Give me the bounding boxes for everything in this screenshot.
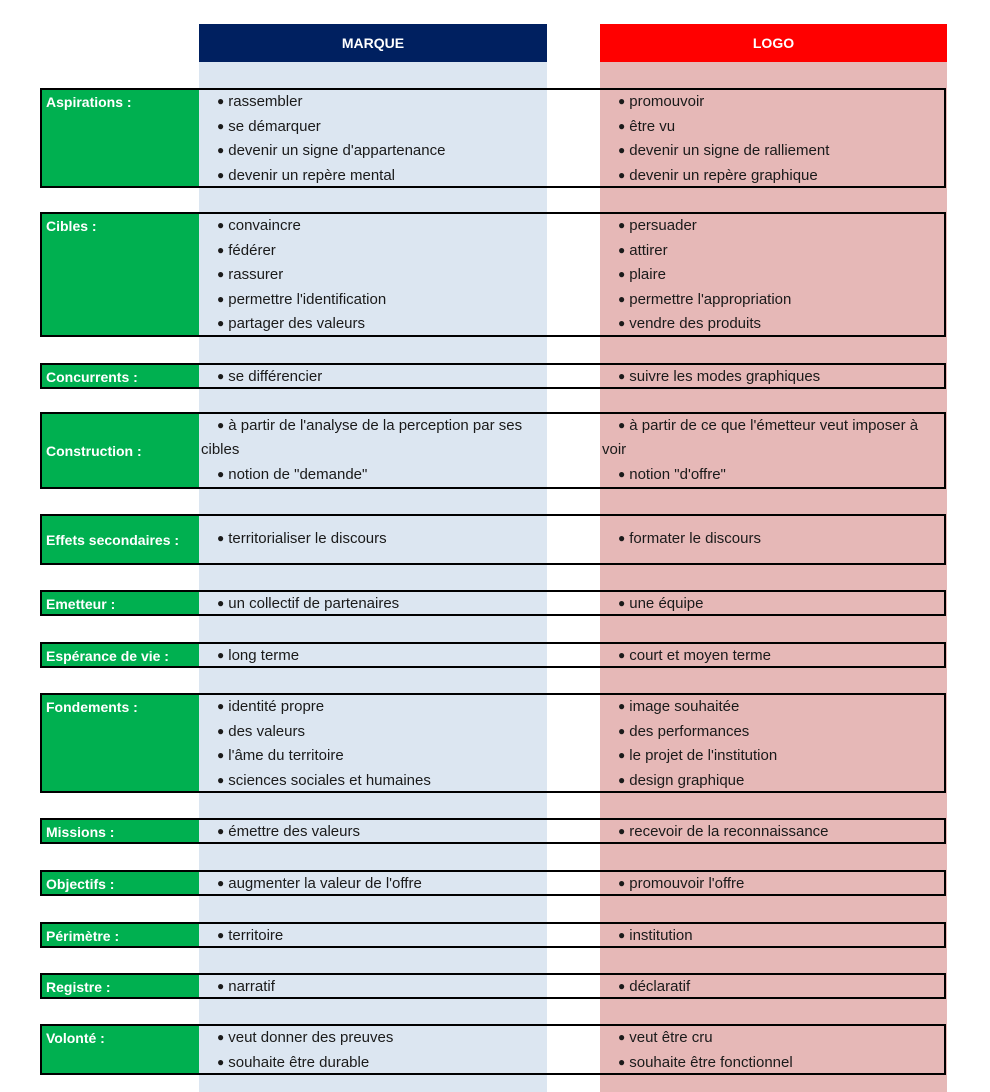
logo-cell (602, 642, 944, 668)
list-item (602, 1051, 944, 1076)
bullet-icon: ● (618, 118, 626, 133)
list-item (201, 695, 545, 720)
bullet-icon: ● (618, 167, 626, 182)
bullet-icon: ● (217, 218, 225, 232)
row-label: Périmètre : (40, 922, 199, 948)
list-item (201, 769, 545, 794)
item-text: l'âme du territoire (228, 747, 344, 764)
bullet-icon: ● (618, 218, 626, 232)
row-label: Concurrents : (40, 363, 199, 389)
item-text: une équipe (629, 595, 704, 612)
marque-cell (201, 363, 545, 389)
list-item (602, 164, 944, 189)
bullet-icon: ● (618, 369, 626, 383)
list-item (201, 288, 545, 313)
list-item (602, 924, 944, 949)
bullet-icon: ● (217, 748, 225, 762)
logo-cell (602, 870, 944, 896)
item-text: design graphique (629, 771, 745, 789)
bullet-icon: ● (618, 242, 626, 257)
row-label: Missions : (40, 818, 199, 844)
item-text: émettre des valeurs (228, 823, 360, 840)
row-label: Espérance de vie : (40, 642, 199, 668)
item-text: rassurer (228, 266, 284, 283)
row-label: Cibles : (40, 212, 199, 337)
item-text: un collectif de partenaires (228, 595, 400, 612)
item-text: être vu (629, 117, 676, 135)
item-text: à partir de l'analyse de la perception par ses cibles (201, 416, 523, 459)
marque-cell (201, 412, 545, 489)
marque-cell (201, 973, 545, 999)
item-text: plaire (629, 266, 666, 283)
list-item (602, 644, 944, 669)
bullet-icon: ● (217, 291, 225, 306)
marque-cell (201, 212, 545, 337)
marque-cell (201, 818, 545, 844)
bullet-icon: ● (618, 267, 626, 281)
item-text: partager des valeurs (228, 315, 365, 332)
item-text: identité propre (228, 698, 325, 715)
list-item (602, 312, 944, 337)
bullet-icon: ● (217, 118, 225, 133)
bullet-icon: ● (618, 143, 626, 157)
bullet-icon: ● (618, 772, 626, 787)
item-text: territorialiser le discours (228, 530, 387, 548)
list-item (602, 720, 944, 745)
bullet-icon: ● (217, 316, 225, 330)
marque-cell (201, 693, 545, 793)
item-text: notion de "demande" (228, 465, 368, 483)
item-text: attirer (629, 241, 668, 259)
list-item (201, 1051, 545, 1076)
list-item (201, 214, 545, 239)
list-item (201, 872, 545, 897)
list-item (602, 1026, 944, 1051)
list-item (201, 820, 545, 845)
bullet-icon: ● (217, 242, 225, 257)
bullet-icon: ● (217, 596, 225, 610)
list-item (602, 288, 944, 313)
list-item (602, 263, 944, 288)
list-item (201, 239, 545, 264)
list-item (201, 312, 545, 337)
list-item (201, 975, 545, 1000)
item-text: à partir de ce que l'émetteur veut imposer à voir (602, 416, 919, 459)
logo-cell (602, 88, 944, 188)
bullet-icon: ● (618, 1030, 626, 1044)
list-item (602, 414, 944, 463)
marque-cell (201, 88, 545, 188)
item-text: court et moyen terme (629, 647, 771, 664)
bullet-icon: ● (618, 824, 626, 838)
item-text: long terme (228, 647, 300, 664)
item-text: souhaite être fonctionnel (629, 1053, 793, 1071)
item-text: permettre l'identification (228, 290, 387, 308)
list-item (201, 644, 545, 669)
bullet-icon: ● (217, 772, 225, 787)
list-item (201, 115, 545, 140)
bullet-icon: ● (618, 531, 626, 546)
bullet-icon: ● (618, 648, 626, 662)
row-label: Fondements : (40, 693, 199, 793)
item-text: devenir un signe d'appartenance (228, 142, 446, 159)
item-text: recevoir de la reconnaissance (629, 823, 829, 840)
item-text: déclaratif (629, 978, 691, 995)
list-item (602, 239, 944, 264)
item-text: se différencier (228, 368, 323, 385)
list-item (602, 115, 944, 140)
bullet-icon: ● (618, 748, 626, 762)
list-item (201, 1026, 545, 1051)
marque-cell (201, 870, 545, 896)
item-text: notion "d'offre" (629, 465, 726, 483)
item-text: souhaite être durable (228, 1053, 370, 1071)
marque-cell (201, 642, 545, 668)
item-text: promouvoir l'offre (629, 875, 745, 892)
bullet-icon: ● (217, 531, 225, 546)
logo-cell (602, 922, 944, 948)
item-text: veut être cru (629, 1029, 713, 1046)
logo-cell (602, 1024, 944, 1075)
bullet-icon: ● (217, 648, 225, 662)
list-item (602, 214, 944, 239)
row-label: Effets secondaires : (40, 514, 199, 565)
logo-cell (602, 818, 944, 844)
bullet-icon: ● (217, 928, 225, 942)
marque-cell (201, 1024, 545, 1075)
list-item (201, 263, 545, 288)
bullet-icon: ● (618, 723, 626, 738)
item-text: fédérer (228, 241, 276, 259)
item-text: des valeurs (228, 722, 305, 740)
logo-cell (602, 693, 944, 793)
list-item (602, 592, 944, 617)
logo-cell (602, 363, 944, 389)
logo-cell (602, 514, 944, 565)
row-label: Aspirations : (40, 88, 199, 188)
item-text: devenir un repère mental (228, 166, 396, 184)
list-item (201, 164, 545, 189)
item-text: territoire (228, 927, 284, 944)
item-text: convaincre (228, 217, 301, 234)
bullet-icon: ● (217, 979, 225, 993)
row-label: Objectifs : (40, 870, 199, 896)
list-item (602, 139, 944, 164)
list-item (201, 527, 545, 552)
item-text: des performances (629, 722, 750, 740)
list-item (602, 872, 944, 897)
item-text: devenir un repère graphique (629, 166, 818, 184)
item-text: rassembler (228, 93, 303, 110)
logo-cell (602, 212, 944, 337)
logo-cell (602, 590, 944, 616)
list-item (201, 365, 545, 390)
marque-cell (201, 514, 545, 565)
item-text: sciences sociales et humaines (228, 771, 431, 789)
bullet-icon: ● (217, 876, 225, 890)
row-label: Registre : (40, 973, 199, 999)
bullet-icon: ● (217, 824, 225, 838)
bullet-icon: ● (217, 417, 225, 432)
item-text: le projet de l'institution (629, 747, 778, 764)
item-text: permettre l'appropriation (629, 290, 792, 308)
row-label: Volonté : (40, 1024, 199, 1075)
bullet-icon: ● (217, 1030, 225, 1044)
list-item (201, 592, 545, 617)
list-item (602, 527, 944, 552)
bullet-icon: ● (217, 143, 225, 157)
bullet-icon: ● (217, 94, 225, 108)
logo-cell (602, 973, 944, 999)
list-item (602, 695, 944, 720)
marque-cell (201, 922, 545, 948)
item-text: augmenter la valeur de l'offre (228, 875, 422, 892)
logo-header: LOGO (600, 24, 947, 62)
marque-header: MARQUE (199, 24, 547, 62)
bullet-icon: ● (618, 291, 626, 306)
bullet-icon: ● (217, 167, 225, 182)
bullet-icon: ● (217, 466, 225, 481)
list-item (602, 820, 944, 845)
item-text: promouvoir (629, 93, 705, 110)
bullet-icon: ● (217, 723, 225, 738)
item-text: formater le discours (629, 530, 761, 548)
bullet-icon: ● (217, 1054, 225, 1069)
marque-cell (201, 590, 545, 616)
list-item (201, 720, 545, 745)
list-item (201, 139, 545, 164)
item-text: vendre des produits (629, 315, 761, 332)
list-item (201, 463, 545, 488)
list-item (602, 744, 944, 769)
bullet-icon: ● (217, 699, 225, 713)
bullet-icon: ● (217, 369, 225, 383)
bullet-icon: ● (618, 596, 626, 610)
bullet-icon: ● (618, 1054, 626, 1069)
list-item (602, 90, 944, 115)
list-item (201, 744, 545, 769)
bullet-icon: ● (618, 94, 626, 108)
item-text: devenir un signe de ralliement (629, 142, 830, 159)
bullet-icon: ● (618, 699, 626, 713)
bullet-icon: ● (618, 979, 626, 993)
list-item (602, 463, 944, 488)
item-text: institution (629, 927, 693, 944)
item-text: narratif (228, 978, 275, 995)
bullet-icon: ● (618, 466, 626, 481)
bullet-icon: ● (618, 876, 626, 890)
row-label: Emetteur : (40, 590, 199, 616)
row-label: Construction : (40, 412, 199, 489)
list-item (201, 414, 545, 463)
item-text: se démarquer (228, 117, 321, 135)
list-item (602, 365, 944, 390)
item-text: suivre les modes graphiques (629, 368, 821, 385)
item-text: image souhaitée (629, 698, 740, 715)
list-item (201, 924, 545, 949)
item-text: persuader (629, 217, 697, 234)
bullet-icon: ● (618, 417, 626, 432)
logo-cell (602, 412, 944, 489)
item-text: veut donner des preuves (228, 1029, 394, 1046)
bullet-icon: ● (618, 928, 626, 942)
list-item (602, 769, 944, 794)
bullet-icon: ● (217, 267, 225, 281)
list-item (602, 975, 944, 1000)
bullet-icon: ● (618, 316, 626, 330)
list-item (201, 90, 545, 115)
